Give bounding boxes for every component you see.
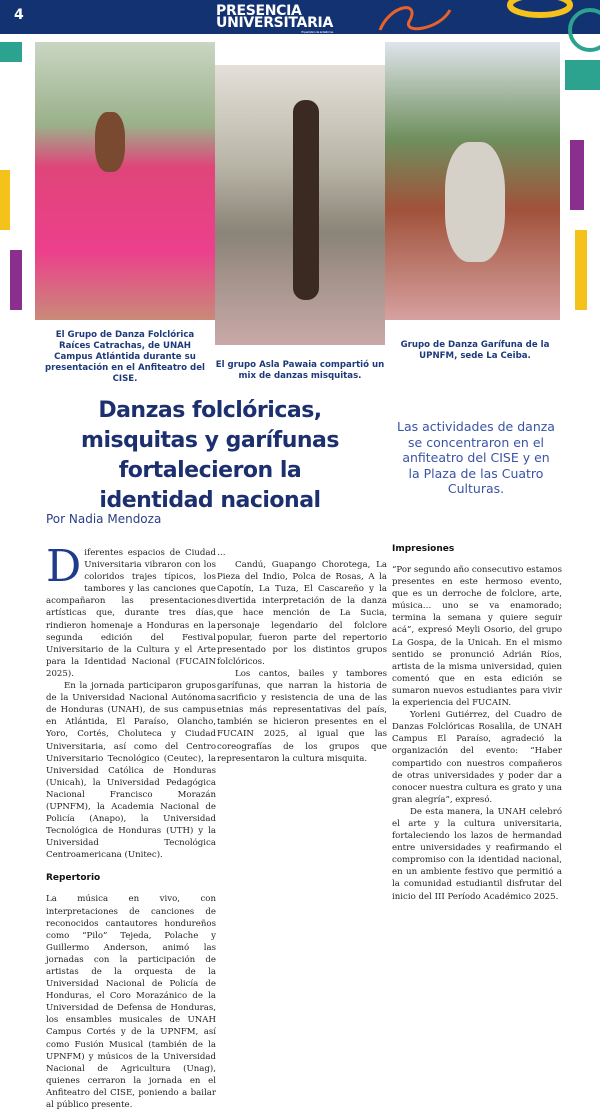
photo-garifuna-upnfm xyxy=(385,42,560,320)
section-heading-impresiones: Impresiones xyxy=(392,544,455,554)
swirl-decoration xyxy=(350,0,600,34)
article-column-3 xyxy=(392,540,562,903)
page-number: 4 xyxy=(14,7,24,23)
drop-cap: D xyxy=(46,541,82,592)
article-column-2 xyxy=(217,547,387,765)
logo-line2: UNIVERSITARIA xyxy=(216,15,333,31)
paragraph: Los cantos, bailes y tambores garífunas, que narran la historia de sacrificio y resistencia de una de las etnias más representativas del país, también se hicieron presentes en el FUCAIN 2025, al igual que las coreografías de los grupos que representaron la cultura misquita. xyxy=(217,668,387,764)
paragraph-text: iferentes espacios de Ciudad Universitaria vibraron con los coloridos trajes típicos, los tambores y las canciones que acompañaron las presentaciones artísticas que, durante tres días, rindieron homenaje a Honduras en la segunda edición del Festival Universitario de la Cultura y el Arte para la Identidad Nacional (FUCAIN 2025). xyxy=(46,548,216,679)
deco-shape xyxy=(570,140,584,210)
paragraph: En la jornada participaron grupos de la Universidad Nacional Autónoma de Honduras (UNAH), de sus campus en Atlántida, El Paraíso, Olancho, Yoro, Cortés, Choluteca y Ciudad Universitaria, así como del Centro Universitario Tecnológico (Ceutec), la Universidad Católica de Honduras (Unicah), la Universidad Pedagógica Nacional Francisco Morazán (UPNFM), la Academia Nacional de Policía (Anapo), la Universidad Tecnológica de Honduras (UTH) y la Universidad Tecnológica Centroamericana (Unitec). xyxy=(46,681,216,861)
masthead-bar xyxy=(0,0,600,34)
photo-raices-catrachas xyxy=(35,42,215,320)
logo-line1: PRESENCIA xyxy=(216,3,302,19)
paragraph: Candú, Guapango Chorotega, La Pieza del Indio, Polca de Rosas, A la Capotín, La Tuza, El Cascareño y la divertida interpretación de la danza que hace mención de La Sucia, personaje legendario del folclore popular, fueron parte del repertorio presentado por los distintos grupos folclóricos. xyxy=(217,560,387,667)
logo xyxy=(216,5,333,34)
deco-shape xyxy=(10,250,22,310)
deco-shape xyxy=(0,42,22,62)
paragraph: “Por segundo año consecutivo estamos presentes en este hermoso evento, que es un derroche de folclore, arte, música… uno se va enamorado; termina la semana y quiere seguir acá”, expresó Meyli Osorio, del grupo La Gospa, de la Unicah. En el mismo sentido se pronunció Adrián Ríos, artista de la misma universidad, quien comentó que en esta edición se sumaron nuevos estudiantes para vivir la experiencia del FUCAIN. xyxy=(392,565,563,709)
article-column-1 xyxy=(46,541,216,1111)
paragraph: Yorleni Gutiérrez, del Cuadro de Danzas Folclóricas Rosalila, de UNAH Campus El Paraíso, agradeció la organización del evento: “Haber compartido con nuestros compañeros de otras universidades y poder dar a conocer nuestra cultura es grato y una gran alegría”, expresó. xyxy=(392,710,562,805)
deco-shape xyxy=(0,170,10,230)
paragraph xyxy=(46,541,216,680)
caption-middle: El grupo Asla Pawaia compartió un mix de danzas misquitas. xyxy=(215,360,385,381)
deco-shape xyxy=(575,230,587,310)
headline: Danzas folclóricas, misquitas y garífunas fortalecieron la identidad nacional xyxy=(81,398,339,513)
byline: Por Nadia Mendoza xyxy=(46,512,162,526)
paragraph: De esta manera, la UNAH celebró el arte y la cultura universitaria, fortaleciendo los lazos de hermandad entre universidades y reafirmando el compromiso con la identidad nacional, en un ambiente festivo que permitió a la comunidad estudiantil disfrutar del inicio del III Período Académico 2025. xyxy=(392,806,562,902)
paragraph: … xyxy=(217,548,226,558)
subheadline: Las actividades de danza se concentraron en el anfiteatro del CISE y en la Plaza de las Cuatro Culturas. xyxy=(397,419,555,496)
caption-left: El Grupo de Danza Folclórica Raíces Catrachas, de UNAH Campus Atlántida durante su presentación en el Anfiteatro del CISE. xyxy=(45,330,205,384)
logo-tagline: El periódico de la Reforma xyxy=(301,30,333,34)
paragraph: La música en vivo, con interpretaciones de canciones de reconocidos cantautores hondureños como “Pilo” Tejeda, Polache y Guillermo Anderson, animó las jornadas con la participación de artistas de la orquesta de la Universidad Nacional de Policía de Honduras, el Coro Morazánico de la Universidad de Defensa de Honduras, los ensambles musicales de UNAH Campus Cortés y de la UPNFM, así como Fusión Musical (también de la UPNFM) y músicos de la Universidad Nacional de Agricultura (Unag), quienes cerraron la jornada en el Anfiteatro del CISE, poniendo a bailar al público presente. xyxy=(46,894,216,1111)
photo-asla-pawaia xyxy=(215,65,385,345)
caption-right: Grupo de Danza Garífuna de la UPNFM, sede La Ceiba. xyxy=(400,340,550,361)
deco-shape xyxy=(565,60,600,90)
section-heading-repertorio: Repertorio xyxy=(46,873,101,884)
